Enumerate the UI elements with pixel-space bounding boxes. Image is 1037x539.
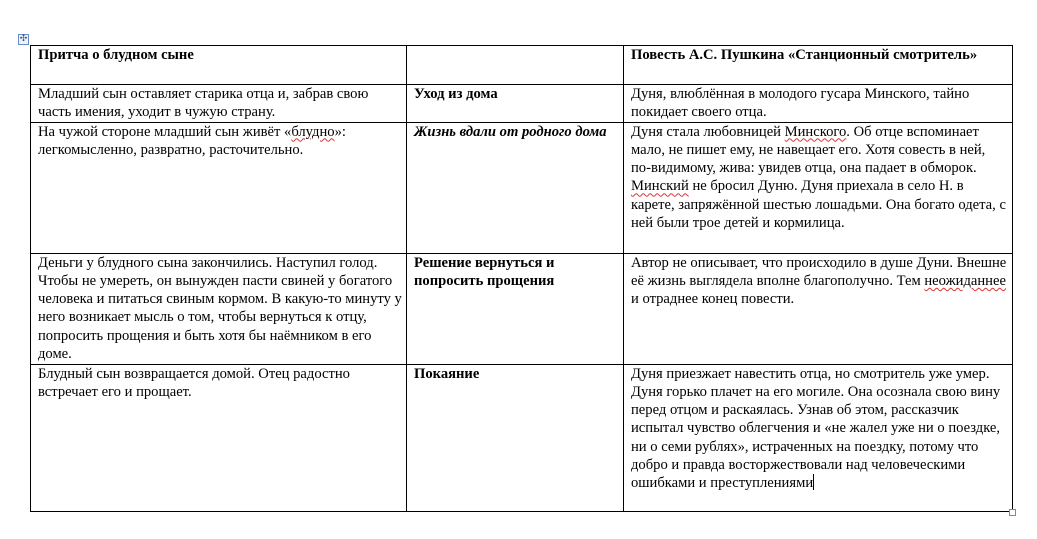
text-run: . Об отце вспоминает мало, не пишет ему, не навещает его. Хотя совесть в ней, по-видимому, жива: увидев отца, она падает в обморок. (631, 123, 986, 177)
spellcheck-word[interactable]: блудно (291, 123, 335, 140)
cell-stage: Покаяние (407, 364, 624, 511)
text-run: Автор не описывает, что происходило в душе Дуни. Внешне её жизнь выглядела вполне благополучно. Тем (631, 254, 1007, 289)
spellcheck-word[interactable]: неожиданнее (924, 272, 1006, 289)
cell-parable: Деньги у блудного сына закончились. Наступил голод. Чтобы не умереть, он вынужден пасти свиней у богатого человека и питаться свиным кормом. В какую-то минуту у него возникает мысль о том, чтобы вернуться к отцу, попросить прощения и быть хотя бы наёмником в его доме. (31, 253, 407, 364)
cell-stage: Уход из дома (407, 85, 624, 123)
cell-story (624, 253, 1013, 364)
table-header-row (31, 46, 1013, 85)
text-run: Дуня стала любовницей (631, 123, 785, 140)
cell-parable: Младший сын оставляет старика отца и, забрав свою часть имения, уходит в чужую страну. (31, 85, 407, 123)
header-parable: Притча о блудном сыне (31, 46, 407, 85)
spellcheck-word[interactable]: Минского (784, 123, 847, 140)
cell-parable: Блудный сын возвращается домой. Отец радостно встречает его и прощает. (31, 364, 407, 511)
cell-stage: Жизнь вдали от родного дома (407, 122, 624, 253)
cell-story (624, 122, 1013, 253)
text-run: и отраднее конец повести. (631, 291, 795, 308)
spellcheck-word[interactable]: Минский (631, 178, 689, 195)
text-run: Дуня приезжает навестить отца, но смотритель уже умер. Дуня горько плачет на его могиле. Она осознала свою вину перед отцом и раскаялась. Узнав об этом, рассказчик испытал чувство облегчения и «не жалел уже ни о поездке, ни о семи рублях», истраченных на поездку, потому что добро и правда восторжествовали над человеческими ошибками и преступлениями (631, 365, 1001, 492)
table-row (31, 253, 1013, 364)
table-row (31, 85, 1013, 123)
cell-stage: Решение вернуться и попросить прощения (407, 253, 624, 364)
text-run: На чужой стороне младший сын живёт « (38, 123, 292, 140)
table-move-handle-icon[interactable]: ✣ (19, 34, 28, 44)
text-run: не бросил Дуню. Дуня приехала в село Н. в карете, запряжённой шестью лошадьми. Она богато одета, с ней были трое детей и кормилица. (631, 178, 1006, 232)
cell-story[interactable] (624, 364, 1013, 511)
text-run: »: легкомысленно, развратно, расточительно. (38, 123, 346, 158)
table-row (31, 122, 1013, 253)
cell-parable (31, 122, 407, 253)
table-resize-handle-icon[interactable] (1009, 509, 1016, 516)
header-stage (407, 46, 624, 85)
comparison-table (30, 45, 1013, 512)
cell-story: Дуня, влюблённая в молодого гусара Минского, тайно покидает своего отца. (624, 85, 1013, 123)
table-row (31, 364, 1013, 511)
text-cursor (813, 474, 814, 490)
header-story: Повесть А.С. Пушкина «Станционный смотритель» (624, 46, 1013, 85)
